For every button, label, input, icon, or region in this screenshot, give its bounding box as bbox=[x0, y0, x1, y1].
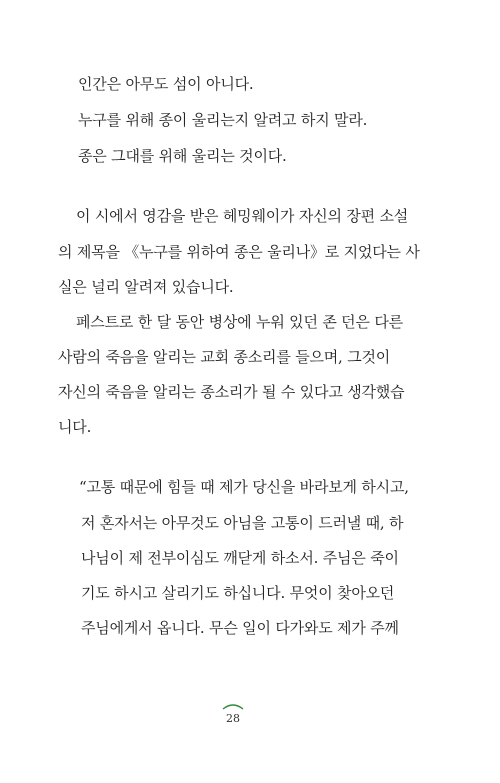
page-number-ornament-icon bbox=[222, 700, 244, 710]
paragraph2-line-3: 자신의 죽음을 알리는 종소리가 될 수 있다고 생각했습 bbox=[58, 383, 405, 401]
quote-line-2: 저 혼자서는 아무것도 아님을 고통이 드러낼 때, 하 bbox=[81, 514, 404, 532]
poem-line-2: 누구를 위해 종이 울리는지 알려고 하지 말라. bbox=[78, 111, 368, 129]
quote-line-1: “고통 때문에 힘들 때 제가 당신을 바라보게 하시고, bbox=[79, 478, 409, 496]
quote-line-5: 주님에게서 옵니다. 무슨 일이 다가와도 제가 주께 bbox=[81, 619, 399, 637]
paragraph1-line-3: 실은 널리 알려져 있습니다. bbox=[58, 278, 234, 296]
poem-line-1: 인간은 아무도 섬이 아니다. bbox=[78, 75, 254, 93]
quote-line-4: 기도 하시고 살리기도 하십니다. 무엇이 찾아오던 bbox=[81, 584, 395, 602]
paragraph1-line-1: 이 시에서 영감을 받은 헤밍웨이가 자신의 장편 소설 bbox=[76, 207, 409, 225]
paragraph2-line-4: 니다. bbox=[58, 418, 92, 436]
paragraph2-line-1: 페스트로 한 달 동안 병상에 누워 있던 존 던은 다른 bbox=[76, 313, 403, 331]
quote-line-3: 나님이 제 전부이심도 깨닫게 하소서. 주님은 죽이 bbox=[81, 549, 399, 567]
paragraph2-line-2: 사람의 죽음을 알리는 교회 종소리를 들으며, 그것이 bbox=[58, 348, 391, 366]
poem-line-3: 종은 그대를 위해 울리는 것이다. bbox=[78, 147, 287, 165]
page-number: 28 bbox=[226, 712, 240, 725]
paragraph1-line-2: 의 제목을 《누구를 위하여 종은 울리나》로 지었다는 사 bbox=[58, 243, 420, 261]
